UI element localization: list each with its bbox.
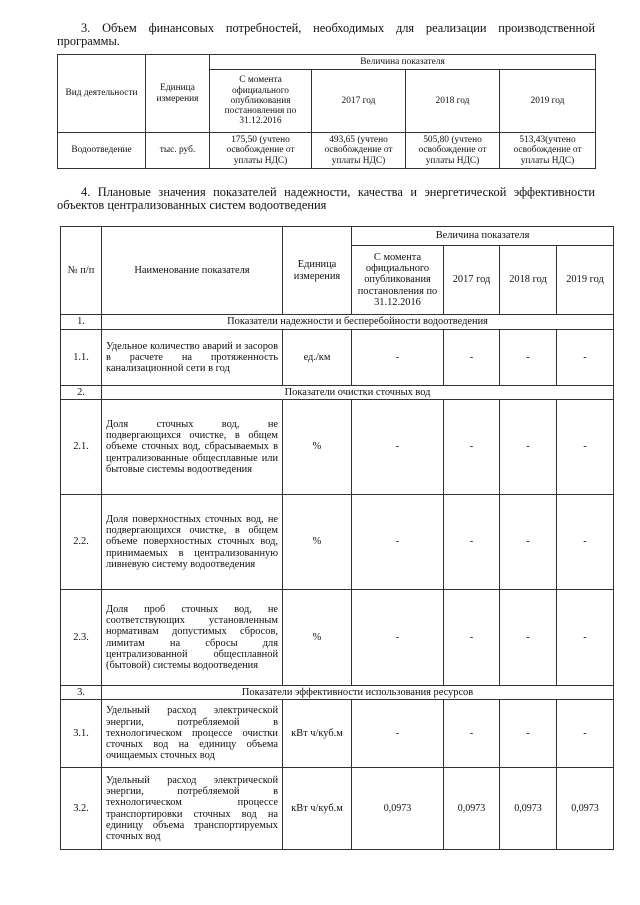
cell-activity: Водоотведение	[58, 133, 146, 169]
row-2018: -	[500, 330, 557, 386]
row-unit: кВт ч/куб.м	[283, 700, 352, 768]
cell-2018: 505,80 (учтено освобождение от уплаты НДС)	[406, 133, 500, 169]
group-row	[61, 686, 614, 700]
section3-heading-text: 3. Объем финансовых потребностей, необходимых для реализации производственной программы.	[57, 21, 595, 48]
group-row	[61, 315, 614, 330]
row-unit: %	[283, 400, 352, 495]
row-2019: -	[557, 590, 614, 686]
row-2018: -	[500, 590, 557, 686]
row-num: 3.2.	[61, 768, 102, 850]
row-name: Доля сточных вод, не подвергающихся очистке, в общем объеме сточных вод, сбрасываемых в централизованные общесплавные или бытовые системы водоотведения	[102, 400, 283, 495]
group-title: Показатели очистки сточных вод	[102, 386, 614, 400]
header-2018: 2018 год	[406, 70, 500, 133]
row-unit: %	[283, 495, 352, 590]
header-since: С момента официального опубликования постановления по 31.12.2016	[210, 70, 312, 133]
row-num: 2.2.	[61, 495, 102, 590]
header-2019: 2019 год	[500, 70, 596, 133]
row-name: Доля проб сточных вод, не соответствующих установленным нормативам допустимых сбросов, лимитам на сбросы для централизованной общесплавной (бытовой) системы водоотведения	[102, 590, 283, 686]
group-row	[61, 386, 614, 400]
row-num: 2.3.	[61, 590, 102, 686]
header-2017: 2017 год	[312, 70, 406, 133]
table-row	[61, 330, 614, 386]
cell-unit: тыс. руб.	[146, 133, 210, 169]
group-num: 3.	[61, 686, 102, 700]
row-2019: -	[557, 330, 614, 386]
section3-heading	[57, 22, 595, 48]
indicators-table	[60, 226, 614, 850]
cell-since: 175,50 (учтено освобождение от уплаты НДС)	[210, 133, 312, 169]
row-num: 2.1.	[61, 400, 102, 495]
row-2017: 0,0973	[444, 768, 500, 850]
row-unit: ед./км	[283, 330, 352, 386]
row-2018: 0,0973	[500, 768, 557, 850]
row-name: Удельное количество аварий и засоров в расчете на протяженность канализационной сети в год	[102, 330, 283, 386]
header-since: С момента официального опубликования постановления по 31.12.2016	[352, 246, 444, 315]
row-unit: кВт ч/куб.м	[283, 768, 352, 850]
header-num: № п/п	[61, 227, 102, 315]
row-since: -	[352, 700, 444, 768]
row-2017: -	[444, 590, 500, 686]
table-row	[61, 495, 614, 590]
row-2019: 0,0973	[557, 768, 614, 850]
group-num: 1.	[61, 315, 102, 330]
section4-heading	[57, 186, 595, 212]
table-row	[61, 700, 614, 768]
row-name: Удельный расход электрической энергии, потребляемой в технологическом процессе очистки сточных вод на единицу объема очищаемых сточных вод	[102, 700, 283, 768]
header-unit: Единица измерения	[146, 55, 210, 133]
header-value: Величина показателя	[210, 55, 596, 70]
row-2017: -	[444, 330, 500, 386]
row-2017: -	[444, 700, 500, 768]
row-name: Удельный расход электрической энергии, потребляемой в технологическом процессе транспортировки сточных вод на единицу объема транспортируемых сточных вод	[102, 768, 283, 850]
table-row	[58, 133, 596, 169]
header-name: Наименование показателя	[102, 227, 283, 315]
row-2017: -	[444, 495, 500, 590]
table-row	[61, 590, 614, 686]
table-row	[61, 400, 614, 495]
row-since: -	[352, 330, 444, 386]
row-unit: %	[283, 590, 352, 686]
header-2019: 2019 год	[557, 246, 614, 315]
financial-needs-table	[57, 54, 596, 169]
row-2018: -	[500, 495, 557, 590]
row-2019: -	[557, 700, 614, 768]
header-value: Величина показателя	[352, 227, 614, 246]
table-row	[61, 768, 614, 850]
row-2018: -	[500, 700, 557, 768]
row-num: 1.1.	[61, 330, 102, 386]
header-2018: 2018 год	[500, 246, 557, 315]
row-name: Доля поверхностных сточных вод, не подвергающихся очистке, в общем объеме поверхностных сточных вод, принимаемых в централизованную ливневую систему водоотведения	[102, 495, 283, 590]
row-2019: -	[557, 400, 614, 495]
row-since: -	[352, 400, 444, 495]
row-2019: -	[557, 495, 614, 590]
row-since: -	[352, 495, 444, 590]
row-since: -	[352, 590, 444, 686]
group-title: Показатели надежности и бесперебойности водоотведения	[102, 315, 614, 330]
row-num: 3.1.	[61, 700, 102, 768]
cell-2017: 493,65 (учтено освобождение от уплаты НДС)	[312, 133, 406, 169]
section4-heading-text: 4. Плановые значения показателей надежности, качества и энергетической эффективности объектов централизованных систем водоотведения	[57, 185, 595, 212]
group-num: 2.	[61, 386, 102, 400]
header-activity: Вид деятельности	[58, 55, 146, 133]
header-2017: 2017 год	[444, 246, 500, 315]
cell-2019: 513,43(учтено освобождение от уплаты НДС)	[500, 133, 596, 169]
header-unit: Единица измерения	[283, 227, 352, 315]
row-2018: -	[500, 400, 557, 495]
row-2017: -	[444, 400, 500, 495]
row-since: 0,0973	[352, 768, 444, 850]
group-title: Показатели эффективности использования ресурсов	[102, 686, 614, 700]
